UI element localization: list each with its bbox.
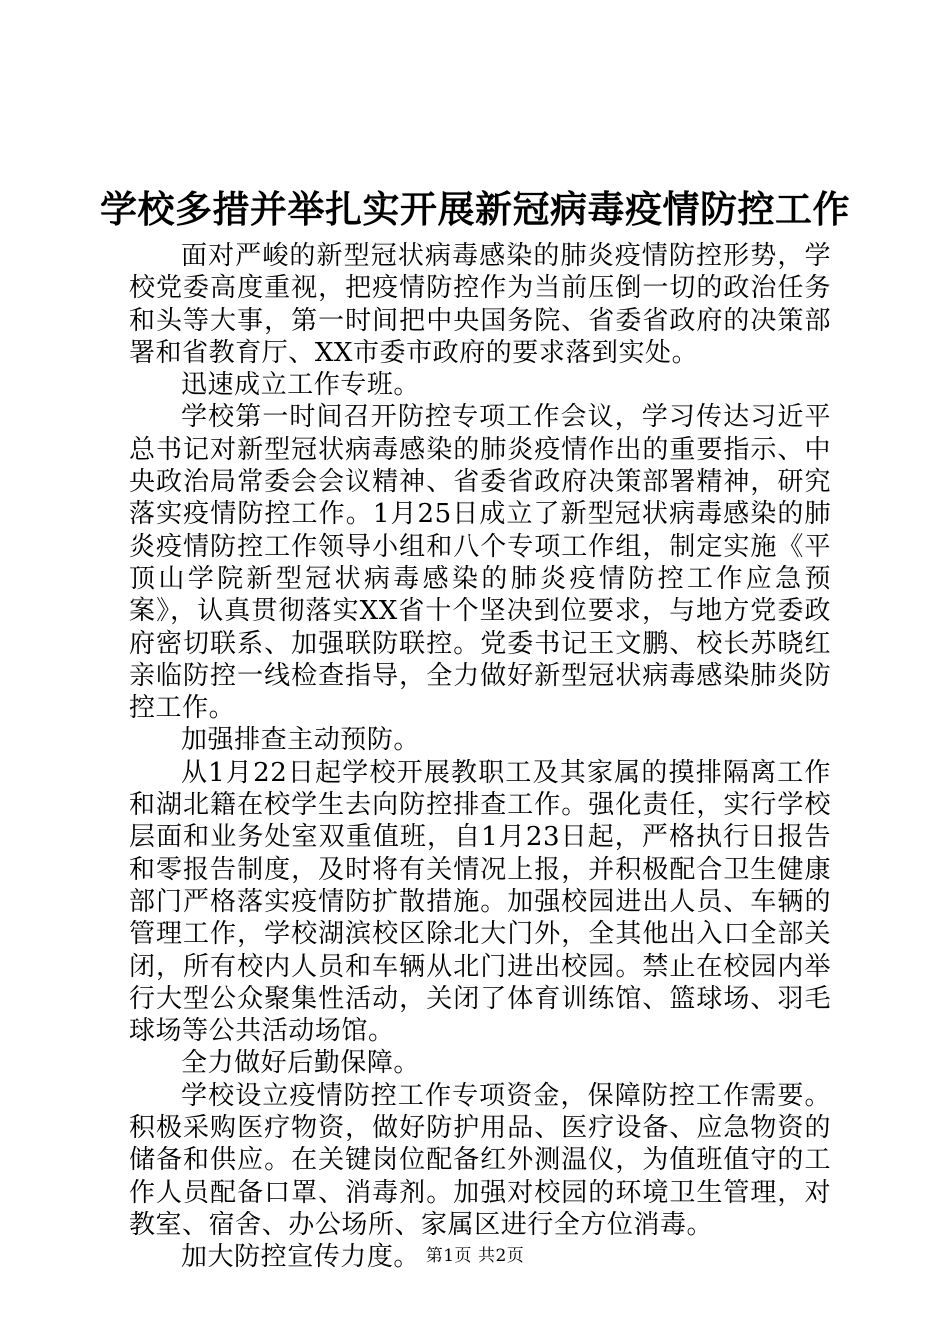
paragraph-task-force: 学校第一时间召开防控专项工作会议，学习传达习近平总书记对新型冠状病毒感染的肺炎疫情作出的重要指示、中央政治局常委会会议精神、省委省政府决策部署精神，研究落实疫情防控工作。1月25日成立了新型冠状病毒感染的肺炎疫情防控工作领导小组和八个专项工作组，制定实施《平顶山学院新型冠状病毒感染的肺炎疫情防控工作应急预案》，认真贯彻落实XX省十个坚决到位要求，与地方党委政府密切联系、加强联防联控。党委书记王文鹏、校长苏晓红亲临防控一线检查指导，全力做好新型冠状病毒感染肺炎防控工作。	[129, 402, 831, 724]
page-number-footer: 第1页 共2页	[425, 1246, 525, 1266]
section-heading-task-force: 迅速成立工作专班。	[181, 370, 420, 401]
paragraph-screening: 从1月22日起学校开展教职工及其家属的摸排隔离工作和湖北籍在校学生去向防控排查工作。强化责任，实行学校层面和业务处室双重值班，自1月23日起，严格执行日报告和零报告制度，及时将有关情况上报，并积极配合卫生健康部门严格落实疫情防扩散措施。加强校园进出人员、车辆的管理工作，学校湖滨校区除北大门外，全其他出入口全部关闭，所有校内人员和车辆从北门进出校园。禁止在校园内举行大型公众聚集性活动，关闭了体育训练馆、篮球场、羽毛球场等公共活动场馆。	[129, 757, 831, 1047]
section-heading-logistics: 全力做好后勤保障。	[181, 1048, 420, 1079]
section-heading-publicity: 加大防控宣传力度。	[181, 1242, 420, 1273]
paragraph-logistics: 学校设立疫情防控工作专项资金，保障防控工作需要。积极采购医疗物资，做好防护用品、医疗设备、应急物资的储备和供应。在关键岗位配备红外测温仪，为值班值守的工作人员配备口罩、消毒剂。加强对校园的环境卫生管理，对教室、宿舍、办公场所、家属区进行全方位消毒。	[129, 1080, 831, 1240]
document-body	[129, 240, 831, 1274]
paragraph-intro: 面对严峻的新型冠状病毒感染的肺炎疫情防控形势，学校党委高度重视，把疫情防控作为当前压倒一切的政治任务和头等大事，第一时间把中央国务院、省委省政府的决策部署和省教育厅、XX市委市政府的要求落到实处。	[129, 241, 831, 368]
document-title: 学校多措并举扎实开展新冠病毒疫情防控工作	[100, 187, 850, 231]
section-heading-screening: 加强排查主动预防。	[181, 725, 420, 756]
